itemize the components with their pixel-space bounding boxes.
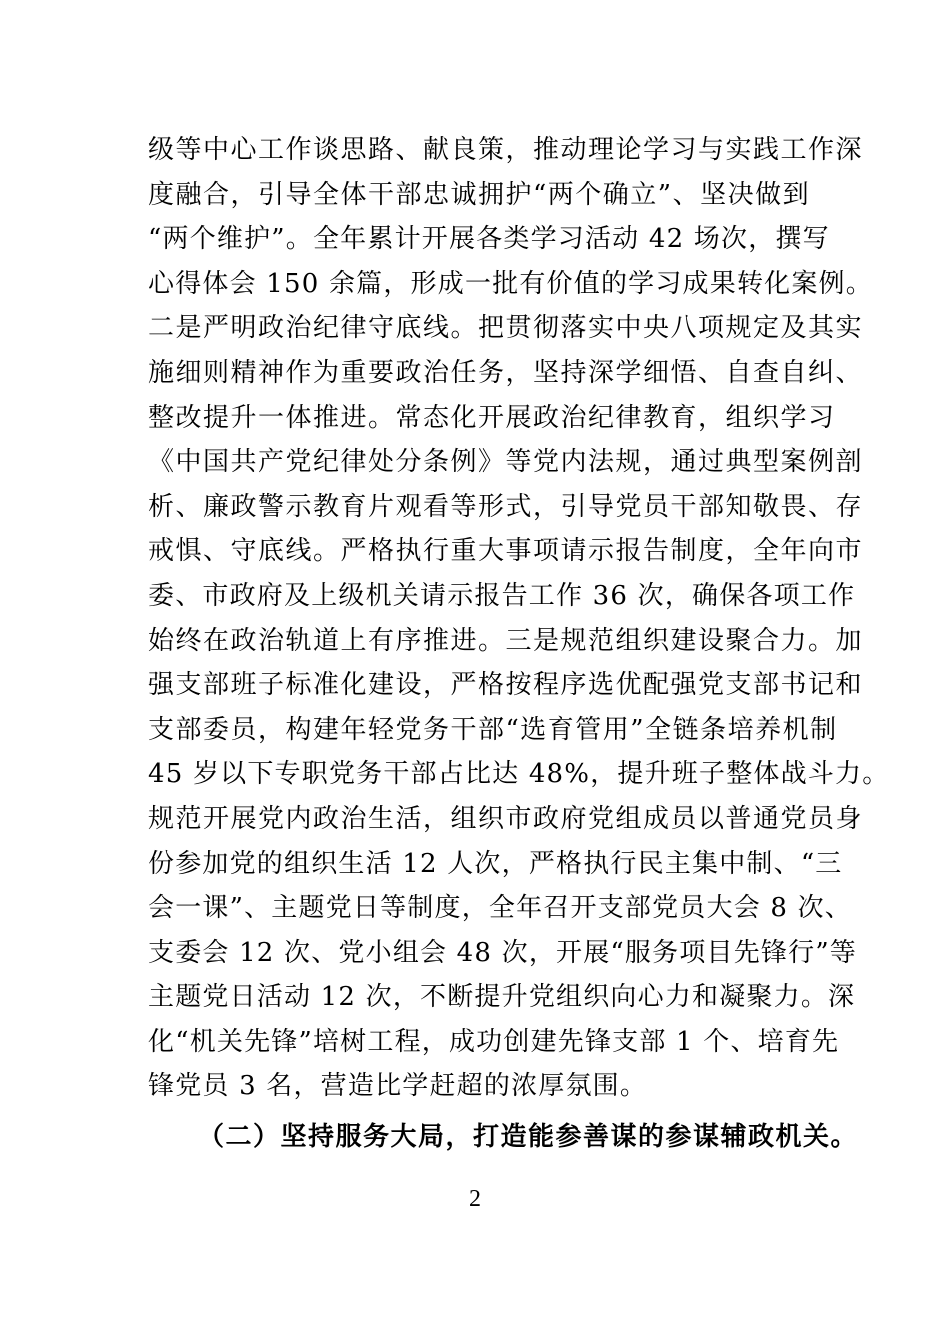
text-line: 支部委员，构建年轻党务干部“选育管用”全链条培养机制 [148, 714, 838, 745]
text-line: 支委会 12 次、党小组会 48 次，开展“服务项目先锋行”等 [148, 937, 858, 968]
text-line: 份参加党的组织生活 12 人次，严格执行民主集中制、“三 [148, 848, 843, 879]
text-line: 始终在政治轨道上有序推进。三是规范组织建设聚合力。加 [148, 625, 864, 656]
text-line: 《中国共产党纪律处分条例》等党内法规，通过典型案例剖 [148, 447, 864, 478]
text-line: 化“机关先锋”培树工程，成功创建先锋支部 1 个、培育先 [148, 1026, 840, 1057]
section-heading: （二）坚持服务大局，打造能参善谋的参谋辅政机关。 [198, 1122, 859, 1152]
text-line: “两个维护”。全年累计开展各类学习活动 42 场次，撰写 [148, 224, 830, 255]
text-line: 心得体会 150 余篇，形成一批有价值的学习成果转化案例。 [148, 268, 873, 299]
text-line: 锋党员 3 名，营造比学赶超的浓厚氛围。 [148, 1071, 648, 1102]
text-line: 施细则精神作为重要政治任务，坚持深学细悟、自查自纠、 [148, 357, 864, 388]
text-line: 强支部班子标准化建设，严格按程序选优配强党支部书记和 [148, 670, 864, 701]
text-line: 整改提升一体推进。常态化开展政治纪律教育，组织学习 [148, 402, 836, 433]
text-line: 规范开展党内政治生活，组织市政府党组成员以普通党员身 [148, 803, 864, 834]
text-line: 戒惧、守底线。严格执行重大事项请示报告制度，全年向市 [148, 536, 864, 567]
text-line: 45 岁以下专职党务干部占比达 48%，提升班子整体战斗力。 [148, 759, 890, 790]
body-paragraph [148, 128, 890, 1109]
text-line: 级等中心工作谈思路、献良策，推动理论学习与实践工作深 [148, 135, 864, 165]
text-line: 会一课”、主题党日等制度，全年召开支部党员大会 8 次、 [148, 893, 852, 924]
text-line: 主题党日活动 12 次，不断提升党组织向心力和凝聚力。深 [148, 982, 856, 1013]
text-line: 委、市政府及上级机关请示报告工作 36 次，确保各项工作 [148, 580, 856, 611]
text-line: 二是严明政治纪律守底线。把贯彻落实中央八项规定及其实 [148, 313, 864, 344]
text-line: 析、廉政警示教育片观看等形式，引导党员干部知敬畏、存 [148, 491, 864, 522]
page-number: 2 [469, 1186, 481, 1212]
text-line: 度融合，引导全体干部忠诚拥护“两个确立”、坚决做到 [148, 179, 811, 210]
